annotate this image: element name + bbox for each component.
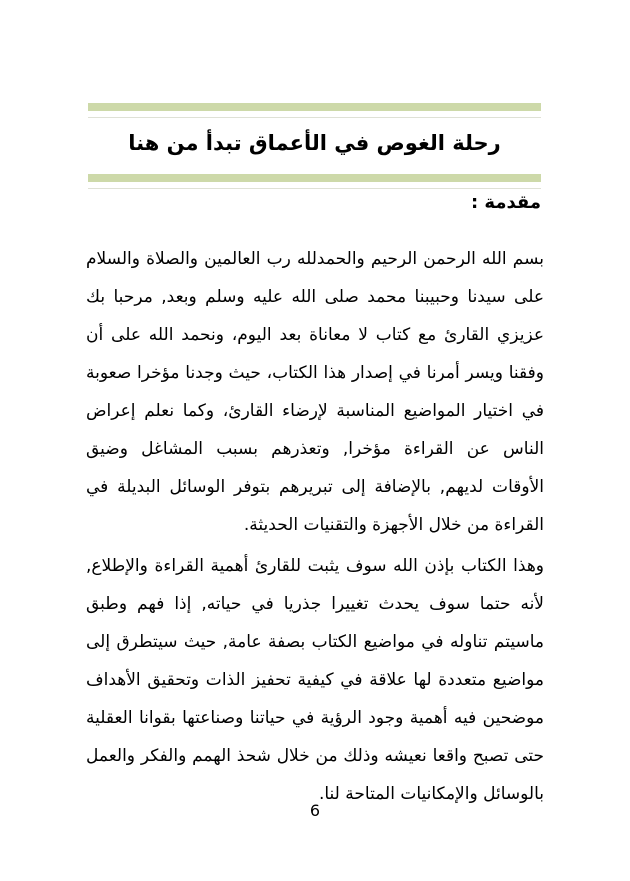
section-heading: مقدمة : — [470, 192, 541, 213]
page-number: 6 — [309, 801, 321, 820]
document-title: رحلة الغوص في الأعماق تبدأ من هنا — [128, 130, 501, 155]
title-top-border — [88, 103, 541, 111]
body-paragraph-1: بسم الله الرحمن الرحيم والحمدلله رب العالمين والصلاة والسلام على سيدنا وحبيبنا محمد صلى الله عليه وسلم وبعد, مرحبا بك عزيزي القارئ مع كتاب لا معاناة بعد اليوم، ونحمد الله على أن وفقنا ويسر أمرنا في إصدار هذا الكتاب، حيث وجدنا مؤخرا صعوبة في اختيار المواضيع المناسبة لإرضاء القارئ، وكما نعلم إعراض الناس عن القراءة مؤخرا, وتعذرهم بسبب المشاغل وضيق الأوقات لديهم, بالإضافة إلى تبريرهم بتوفر الوسائل البديلة في القراءة من خلال الأجهزة والتقنيات الحديثة. — [86, 249, 544, 535]
title-bottom-hairline — [88, 188, 541, 189]
title-bottom-border — [88, 174, 541, 182]
body-paragraph-2: وهذا الكتاب بإذن الله سوف يثبت للقارئ أهمية القراءة والإطلاع, لأنه حتما سوف يحدث تغييرا جذريا في حياته, إذا فهم وطبق ماسيتم تناوله في مواضيع الكتاب بصفة عامة, حيث سيتطرق إلى مواضيع متعددة لها علاقة في كيفية تحفيز الذات وتحقيق الأهداف موضحين فيه أهمية وجود الرؤية في حياتنا وصناعتها بقوانا العقلية حتى تصبح واقعا نعيشه وذلك من خلال شحذ الهمم والفكر والعمل بالوسائل والإمكانيات المتاحة لنا. — [86, 556, 544, 804]
